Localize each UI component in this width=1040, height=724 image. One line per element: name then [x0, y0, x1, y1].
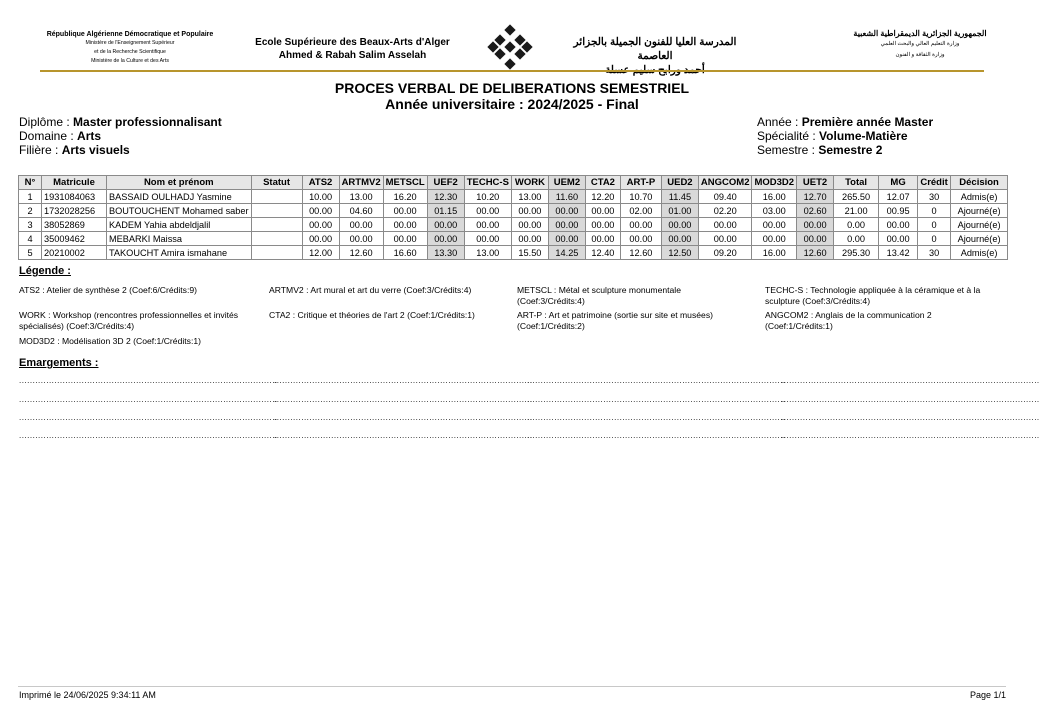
- table-cell: 16.60: [383, 246, 427, 260]
- table-cell: 00.00: [661, 218, 698, 232]
- table-cell: 12.00: [302, 246, 339, 260]
- table-cell: [251, 232, 302, 246]
- column-header: UET2: [797, 176, 834, 190]
- table-cell: 00.00: [427, 232, 464, 246]
- table-cell: BOUTOUCHENT Mohamed saber: [107, 204, 252, 218]
- info-right: [757, 115, 933, 157]
- table-cell: 00.00: [464, 232, 511, 246]
- signature-line: ...............................................................................................: [19, 376, 278, 385]
- table-cell: 2: [19, 204, 42, 218]
- legend-item: CTA2 : Critique et théories de l'art 2 (Coef:1/Crédits:1): [269, 310, 475, 320]
- table-cell: 00.00: [511, 232, 548, 246]
- table-cell: 4: [19, 232, 42, 246]
- table-cell: 00.00: [511, 204, 548, 218]
- table-cell: TAKOUCHT Amira ismahane: [107, 246, 252, 260]
- column-header: Crédit: [918, 176, 951, 190]
- table-cell: 00.00: [302, 232, 339, 246]
- column-header: TECHC-S: [464, 176, 511, 190]
- table-cell: 00.00: [383, 204, 427, 218]
- table-cell: Ajourné(e): [951, 232, 1008, 246]
- table-row: [19, 204, 1008, 218]
- legend-item: WORK : Workshop (rencontres professionnelles et invités spécialisés) (Coef:3/Crédits:4): [19, 310, 239, 331]
- table-cell: BASSAID OULHADJ Yasmine: [107, 190, 252, 204]
- table-cell: 00.00: [620, 218, 661, 232]
- table-cell: 01.15: [427, 204, 464, 218]
- table-cell: [251, 204, 302, 218]
- legend-item: ANGCOM2 : Anglais de la communication 2 (Coef:1/Crédits:1): [765, 310, 932, 331]
- table-cell: 00.00: [302, 218, 339, 232]
- footer-divider: [18, 686, 1006, 687]
- signature-line: ...............................................................................................: [274, 413, 533, 422]
- table-cell: Admis(e): [951, 246, 1008, 260]
- table-cell: 13.00: [339, 190, 383, 204]
- table-cell: 01.00: [661, 204, 698, 218]
- signature-line: ...............................................................................................: [274, 376, 533, 385]
- table-cell: 15.50: [511, 246, 548, 260]
- table-cell: 12.70: [797, 190, 834, 204]
- legend-item: MOD3D2 : Modélisation 3D 2 (Coef:1/Crédits:1): [19, 336, 201, 346]
- ministry-line-ar: وزارة التعليم العالي والبحث العلمي: [880, 41, 960, 47]
- table-cell: 00.00: [698, 218, 752, 232]
- table-cell: 02.20: [698, 204, 752, 218]
- column-header: CTA2: [585, 176, 620, 190]
- table-cell: 12.40: [585, 246, 620, 260]
- column-header: Statut: [251, 176, 302, 190]
- signature-line: ...............................................................................................: [781, 413, 1040, 422]
- legend-item: ATS2 : Atelier de synthèse 2 (Coef:6/Crédits:9): [19, 285, 198, 295]
- table-cell: 0.00: [834, 232, 879, 246]
- academic-year: Année universitaire : 2024/2025 - Final: [385, 96, 639, 112]
- table-cell: Ajourné(e): [951, 204, 1008, 218]
- column-header: METSCL: [383, 176, 427, 190]
- column-header: ANGCOM2: [698, 176, 752, 190]
- legend-item: ARTMV2 : Art mural et art du verre (Coef:3/Crédits:4): [269, 285, 472, 295]
- table-cell: MEBARKI Maissa: [107, 232, 252, 246]
- table-cell: [251, 218, 302, 232]
- table-header-row: [19, 176, 1008, 190]
- table-cell: 00.00: [383, 218, 427, 232]
- signature-line: ...............................................................................................: [527, 376, 786, 385]
- table-cell: 0: [918, 218, 951, 232]
- table-cell: 00.00: [548, 204, 585, 218]
- table-cell: 1732028256: [42, 204, 107, 218]
- table-body: [19, 190, 1008, 260]
- table-cell: 10.20: [464, 190, 511, 204]
- table-cell: 13.00: [464, 246, 511, 260]
- signature-line: ...............................................................................................: [527, 431, 786, 440]
- table-cell: 16.20: [383, 190, 427, 204]
- table-cell: 00.00: [698, 232, 752, 246]
- table-cell: Admis(e): [951, 190, 1008, 204]
- table-cell: 30: [918, 246, 951, 260]
- table-cell: 265.50: [834, 190, 879, 204]
- table-row: [19, 190, 1008, 204]
- table-cell: 00.00: [548, 218, 585, 232]
- table-cell: 00.00: [339, 218, 383, 232]
- column-header: UEM2: [548, 176, 585, 190]
- info-diplome: Diplôme : Master professionnalisant: [19, 115, 222, 129]
- republic-title-fr: République Algérienne Démocratique et Populaire: [46, 31, 214, 38]
- table-cell: 12.07: [879, 190, 918, 204]
- table-cell: 10.00: [302, 190, 339, 204]
- table-cell: 14.25: [548, 246, 585, 260]
- table-cell: 12.60: [620, 246, 661, 260]
- info-annee: Année : Première année Master: [757, 115, 934, 129]
- signature-line: ...............................................................................................: [781, 395, 1040, 404]
- table-cell: Ajourné(e): [951, 218, 1008, 232]
- document-title: PROCES VERBAL DE DELIBERATIONS SEMESTRIEL: [334, 80, 690, 96]
- ministry-line-ar: وزارة الثقافة و الفنون: [895, 52, 945, 58]
- table-cell: 1931084063: [42, 190, 107, 204]
- info-left: [19, 115, 222, 157]
- signature-line: ...............................................................................................: [274, 431, 533, 440]
- table-cell: 13.00: [511, 190, 548, 204]
- table-cell: 09.20: [698, 246, 752, 260]
- table-cell: 1: [19, 190, 42, 204]
- column-header: UEF2: [427, 176, 464, 190]
- table-cell: 00.95: [879, 204, 918, 218]
- table-cell: 30: [918, 190, 951, 204]
- table-cell: 12.60: [797, 246, 834, 260]
- info-specialite: Spécialité : Volume-Matière: [757, 129, 908, 143]
- signature-line: ...............................................................................................: [781, 431, 1040, 440]
- column-header: ARTMV2: [339, 176, 383, 190]
- table-cell: 00.00: [752, 232, 797, 246]
- ministry-line: et de la Recherche Scientifique: [94, 49, 166, 55]
- table-cell: 00.00: [464, 204, 511, 218]
- table-cell: [251, 190, 302, 204]
- table-cell: 11.60: [548, 190, 585, 204]
- info-domaine: Domaine : Arts: [19, 129, 102, 143]
- table-cell: KADEM Yahia abdeldjalil: [107, 218, 252, 232]
- table-cell: 12.30: [427, 190, 464, 204]
- table-cell: 00.00: [752, 218, 797, 232]
- table-cell: 00.00: [797, 232, 834, 246]
- ministry-line: Ministère de la Culture et des Arts: [91, 58, 169, 64]
- school-name-fr-line2: Ahmed & Rabah Salim Asselah: [278, 50, 427, 61]
- table-cell: 03.00: [752, 204, 797, 218]
- results-table: [18, 175, 1008, 260]
- column-header: Matricule: [42, 176, 107, 190]
- legend-item: ART-P : Art et patrimoine (sortie sur site et musées) (Coef:1/Crédits:2): [517, 310, 713, 331]
- table-cell: 20210002: [42, 246, 107, 260]
- table-cell: 13.30: [427, 246, 464, 260]
- table-row: [19, 218, 1008, 232]
- school-name-fr: [250, 36, 455, 62]
- table-cell: 12.60: [339, 246, 383, 260]
- table-cell: 0: [918, 232, 951, 246]
- table-cell: 00.00: [339, 232, 383, 246]
- column-header: N°: [19, 176, 42, 190]
- column-header: MOD3D2: [752, 176, 797, 190]
- table-row: [19, 246, 1008, 260]
- table-cell: 02.00: [620, 204, 661, 218]
- table-cell: 16.00: [752, 190, 797, 204]
- column-header: MG: [879, 176, 918, 190]
- header-right-block: [850, 28, 990, 61]
- table-cell: 09.40: [698, 190, 752, 204]
- signature-line: ...............................................................................................: [19, 431, 278, 440]
- table-cell: 00.00: [879, 218, 918, 232]
- column-header: WORK: [511, 176, 548, 190]
- table-cell: 38052869: [42, 218, 107, 232]
- signature-line: ...............................................................................................: [527, 413, 786, 422]
- table-cell: 11.45: [661, 190, 698, 204]
- table-cell: 00.00: [585, 218, 620, 232]
- signature-line: ...............................................................................................: [19, 413, 278, 422]
- info-semestre: Semestre : Semestre 2: [757, 143, 883, 157]
- table-cell: 00.00: [511, 218, 548, 232]
- table-cell: 00.00: [464, 218, 511, 232]
- column-header: ATS2: [302, 176, 339, 190]
- table-cell: 35009462: [42, 232, 107, 246]
- table-cell: [251, 246, 302, 260]
- ministry-line: Ministère de l'Enseignement Supérieur: [85, 40, 175, 46]
- table-cell: 00.00: [879, 232, 918, 246]
- table-cell: 00.00: [548, 232, 585, 246]
- signature-line: ...............................................................................................: [274, 395, 533, 404]
- info-filiere: Filière : Arts visuels: [19, 143, 130, 157]
- table-cell: 3: [19, 218, 42, 232]
- table-cell: 295.30: [834, 246, 879, 260]
- print-date: Imprimé le 24/06/2025 9:34:11 AM: [19, 690, 156, 700]
- table-cell: 12.20: [585, 190, 620, 204]
- table-cell: 10.70: [620, 190, 661, 204]
- table-cell: 00.00: [797, 218, 834, 232]
- table-cell: 12.50: [661, 246, 698, 260]
- column-header: Nom et prénom: [107, 176, 252, 190]
- table-cell: 00.00: [302, 204, 339, 218]
- header-left-block: [40, 30, 220, 66]
- header-divider: [40, 70, 984, 72]
- table-cell: 0: [918, 204, 951, 218]
- signatures-title: Emargements :: [19, 357, 99, 369]
- republic-title-ar: الجمهورية الجزائرية الديمقراطية الشعبية: [853, 29, 987, 38]
- table-cell: 00.00: [427, 218, 464, 232]
- signature-line: ...............................................................................................: [781, 376, 1040, 385]
- column-header: UED2: [661, 176, 698, 190]
- table-cell: 00.00: [585, 204, 620, 218]
- table-cell: 02.60: [797, 204, 834, 218]
- school-name-fr-line1: Ecole Supérieure des Beaux-Arts d'Alger: [255, 37, 450, 48]
- table-cell: 00.00: [383, 232, 427, 246]
- table-row: [19, 232, 1008, 246]
- table-cell: 04.60: [339, 204, 383, 218]
- legend-item: TECHC-S : Technologie appliquée à la céramique et à la sculpture (Coef:3/Crédits:4): [765, 285, 981, 306]
- table-cell: 00.00: [620, 232, 661, 246]
- table-cell: 00.00: [585, 232, 620, 246]
- column-header: ART-P: [620, 176, 661, 190]
- table-cell: 0.00: [834, 218, 879, 232]
- signature-line: ...............................................................................................: [527, 395, 786, 404]
- table-cell: 16.00: [752, 246, 797, 260]
- legend-item: METSCL : Métal et sculpture monumentale (Coef:3/Crédits:4): [517, 285, 681, 306]
- table-cell: 13.42: [879, 246, 918, 260]
- table-cell: 21.00: [834, 204, 879, 218]
- legend-title: Légende :: [19, 265, 71, 277]
- school-name-ar-line1: المدرسة العليا للفنون الجميلة بالجزائر العاصمة: [573, 36, 737, 62]
- column-header: Décision: [951, 176, 1008, 190]
- signature-line: ...............................................................................................: [19, 395, 278, 404]
- page-number: Page 1/1: [969, 690, 1006, 700]
- column-header: Total: [834, 176, 879, 190]
- table-cell: 00.00: [661, 232, 698, 246]
- table-cell: 5: [19, 246, 42, 260]
- school-logo-icon: [487, 24, 533, 70]
